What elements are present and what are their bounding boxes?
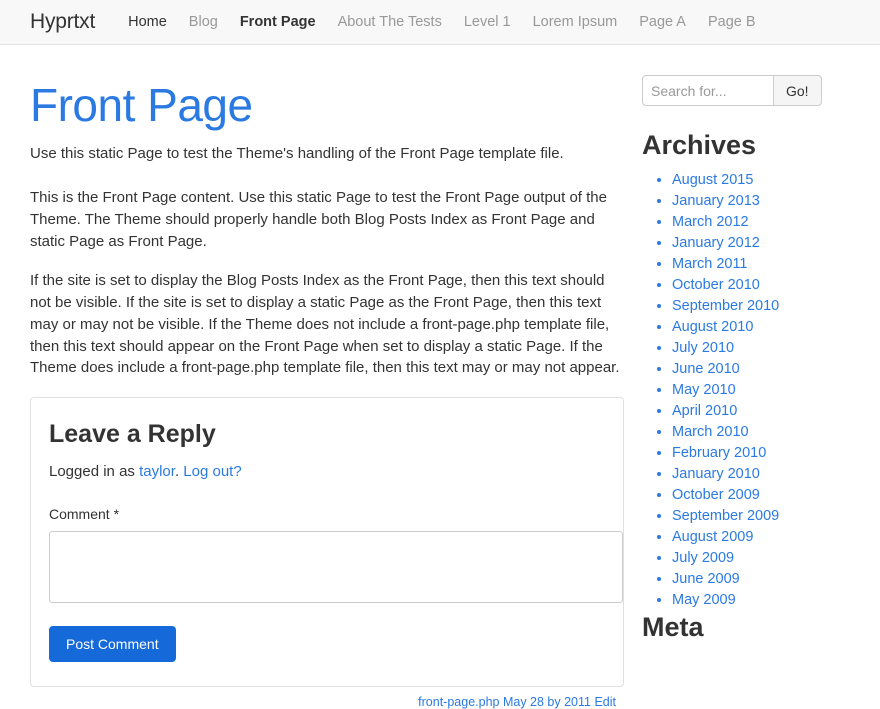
nav-item-blog[interactable]: Blog: [188, 14, 218, 30]
logout-link[interactable]: Log out?: [183, 463, 242, 481]
archive-link-august-2009[interactable]: August 2009: [672, 529, 754, 545]
logged-in-separator: .: [174, 463, 184, 481]
archive-link-august-2015[interactable]: August 2015: [672, 172, 754, 188]
logged-in-prefix: Logged in as: [49, 463, 140, 481]
nav-item-front-page[interactable]: Front Page: [239, 14, 316, 30]
reply-heading: Leave a Reply: [49, 420, 216, 449]
archive-link-august-2010[interactable]: August 2010: [672, 319, 754, 335]
page-title: Front Page: [30, 79, 253, 131]
archive-link-february-2010[interactable]: February 2010: [672, 445, 767, 461]
site-brand[interactable]: Hyprtxt: [30, 10, 96, 33]
list-item: [672, 402, 850, 420]
archive-link-january-2010[interactable]: January 2010: [672, 466, 760, 482]
page-container: [0, 45, 880, 709]
comment-input[interactable]: [49, 531, 623, 603]
nav-item-about-the-tests[interactable]: About The Tests: [337, 14, 442, 30]
archives-list: [642, 171, 850, 609]
archives-heading: Archives: [642, 130, 757, 160]
nav-item-page-b[interactable]: Page B: [707, 14, 756, 30]
list-item: [672, 213, 850, 231]
intro-paragraph: Use this static Page to test the Theme's handling of the Front Page template file.: [30, 145, 564, 163]
archive-link-march-2010[interactable]: March 2010: [672, 424, 749, 440]
list-item: [672, 570, 850, 588]
list-item: [672, 528, 850, 546]
archive-link-september-2010[interactable]: September 2010: [672, 298, 780, 314]
archive-link-june-2009[interactable]: June 2009: [672, 571, 740, 587]
list-item: [672, 444, 850, 462]
sidebar: [642, 45, 850, 709]
list-item: [672, 591, 850, 609]
archive-link-march-2012[interactable]: March 2012: [672, 214, 749, 230]
archive-link-july-2009[interactable]: July 2009: [672, 550, 735, 566]
archive-link-september-2009[interactable]: September 2009: [672, 508, 780, 524]
body-paragraph-1: This is the Front Page content. Use this static Page to test the Front Page output of the Theme. The Theme should properly handle both Blog Posts Index as Front Page and static Page as Front Page.: [30, 189, 607, 250]
list-item: [672, 360, 850, 378]
list-item: [672, 297, 850, 315]
list-item: [672, 234, 850, 252]
post-comment-button[interactable]: Post Comment: [49, 626, 176, 662]
archive-link-january-2012[interactable]: January 2012: [672, 235, 760, 251]
archive-link-march-2011[interactable]: March 2011: [672, 256, 748, 272]
post-meta-note[interactable]: front-page.php May 28 by 2011 Edit: [418, 695, 616, 709]
top-navbar: [0, 0, 880, 45]
list-item: [672, 318, 850, 336]
archive-link-april-2010[interactable]: April 2010: [672, 403, 738, 419]
nav-item-page-a[interactable]: Page A: [639, 14, 686, 30]
nav-item-level-1[interactable]: Level 1: [463, 14, 511, 30]
list-item: [672, 171, 850, 189]
comment-label: Comment *: [49, 506, 120, 523]
archive-link-june-2010[interactable]: June 2010: [672, 361, 740, 377]
archive-link-may-2009[interactable]: May 2009: [672, 592, 736, 608]
archive-link-january-2013[interactable]: January 2013: [672, 193, 760, 209]
nav-item-lorem-ipsum[interactable]: Lorem Ipsum: [532, 14, 618, 30]
archive-link-october-2009[interactable]: October 2009: [672, 487, 760, 503]
list-item: [672, 255, 850, 273]
list-item: [672, 465, 850, 483]
current-user-link[interactable]: taylor: [139, 463, 175, 481]
list-item: [672, 507, 850, 525]
list-item: [672, 423, 850, 441]
logged-in-status: [49, 463, 605, 480]
list-item: [672, 549, 850, 567]
nav-items: [117, 0, 766, 44]
archive-link-july-2010[interactable]: July 2010: [672, 340, 735, 356]
search-submit-button[interactable]: Go!: [774, 75, 822, 106]
list-item: [672, 381, 850, 399]
list-item: [672, 486, 850, 504]
leave-a-reply-box: [30, 397, 624, 687]
list-item: [672, 339, 850, 357]
archive-link-october-2010[interactable]: October 2010: [672, 277, 760, 293]
archive-link-may-2010[interactable]: May 2010: [672, 382, 736, 398]
meta-heading: Meta: [642, 612, 704, 642]
body-paragraph-2: If the site is set to display the Blog Posts Index as the Front Page, then this text should not be visible. If the site is set to display a static Page as the Front Page, then this text may or may not be visible. If the Theme does not include a front-page.php template file, then this text should appear on the Front Page when set to display a static Page. If the Theme does include a front-page.php template file, then this text may or may not appear.: [30, 272, 620, 377]
list-item: [672, 192, 850, 210]
nav-item-home[interactable]: Home: [128, 14, 167, 30]
search-input[interactable]: [642, 75, 774, 106]
main-content: [30, 45, 642, 709]
list-item: [672, 276, 850, 294]
search-widget: [642, 75, 850, 106]
